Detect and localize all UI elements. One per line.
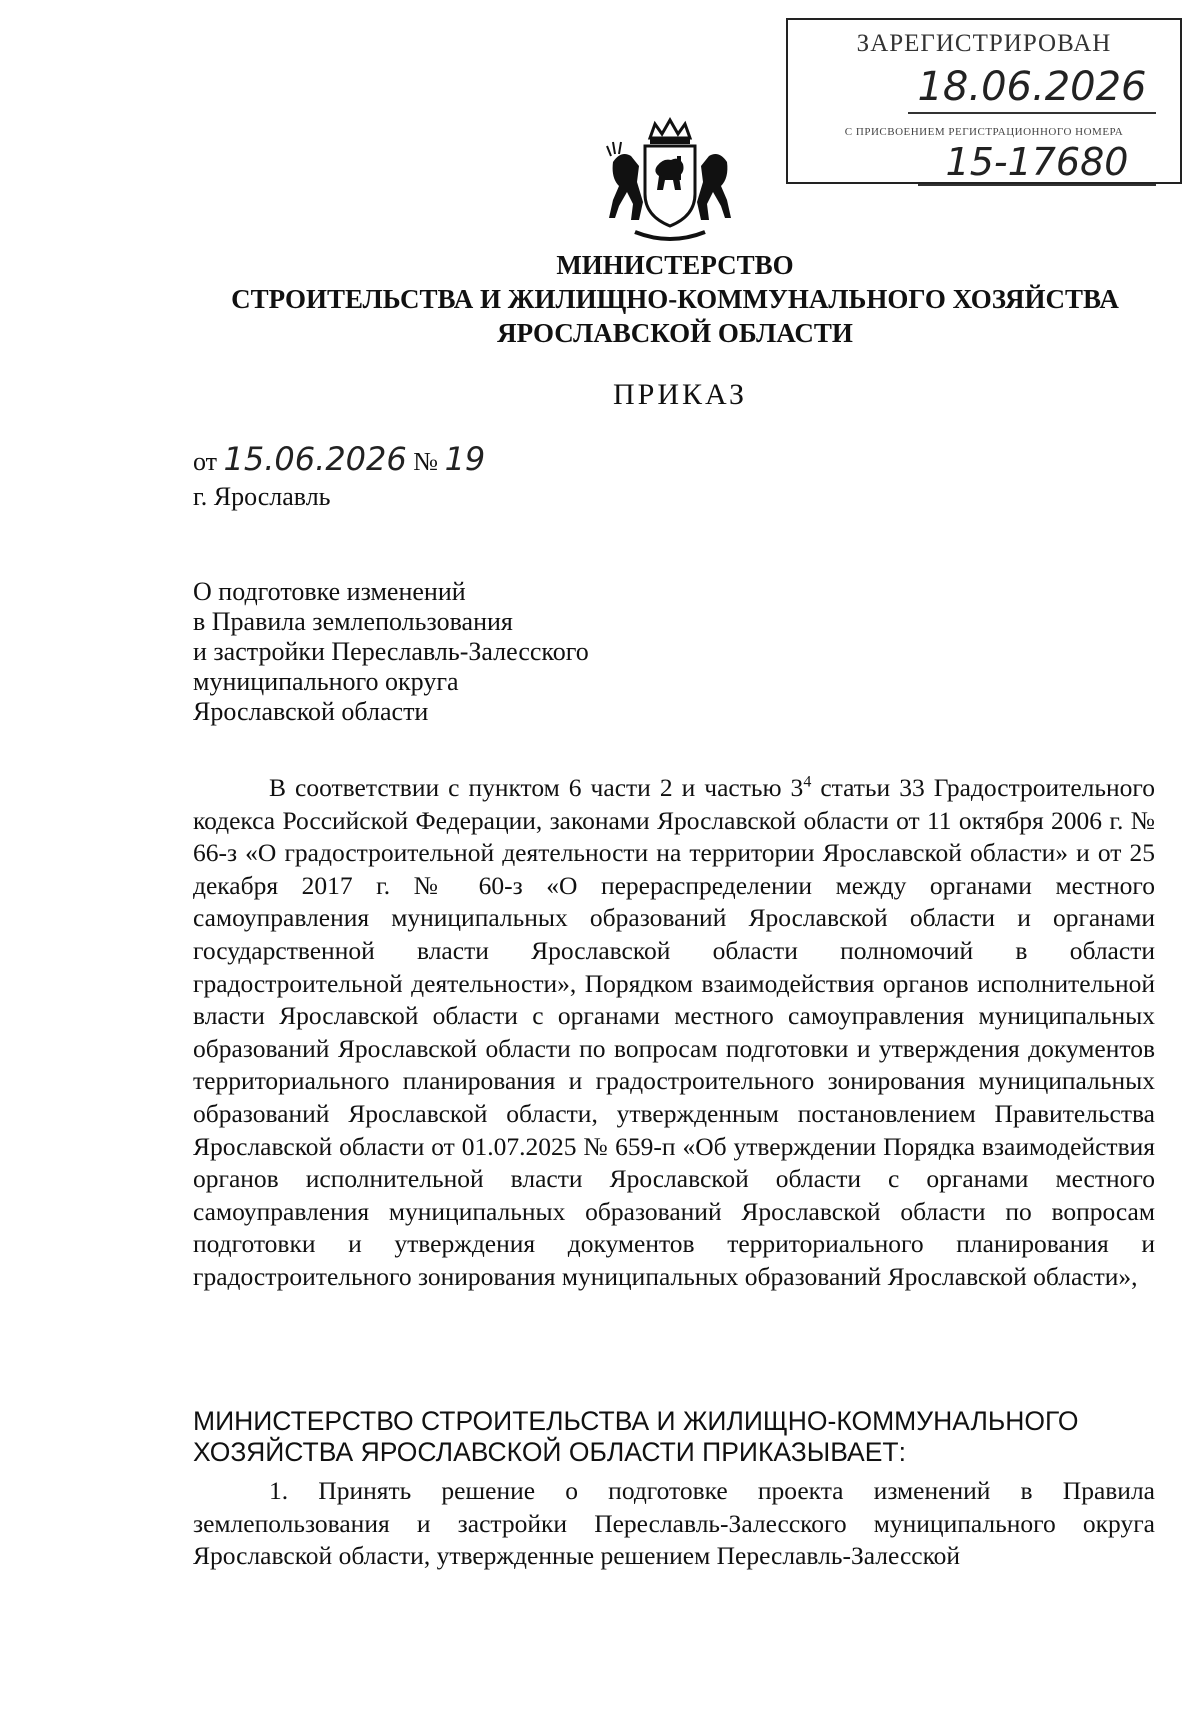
stamp-registration-number: 15-17680 [918, 140, 1156, 186]
subject-line: в Правила землепользования [193, 607, 513, 636]
order-subject [193, 577, 589, 727]
preamble-part1: В соответствии с пунктом 6 части 2 и частью 3 [269, 773, 804, 802]
order-from-label: от [193, 447, 218, 476]
registration-stamp [786, 18, 1182, 184]
preamble-paragraph [193, 772, 1155, 1294]
order-title: ПРИКАЗ [613, 378, 747, 411]
stamp-registered-label: ЗАРЕГИСТРИРОВАН [856, 30, 1112, 57]
stamp-assignment-caption: С ПРИСВОЕНИЕМ РЕГИСТРАЦИОННОГО НОМЕРА [844, 126, 1124, 138]
ministry-orders-statement: МИНИСТЕРСТВО СТРОИТЕЛЬСТВА И ЖИЛИЩНО-КОММУНАЛЬНОГО ХОЗЯЙСТВА ЯРОСЛАВСКОЙ ОБЛАСТИ ПРИКАЗЫВАЕТ: [193, 1406, 1079, 1467]
order-number: 19 [444, 440, 486, 478]
ministry-header-line3: ЯРОСЛАВСКОЙ ОБЛАСТИ [497, 318, 853, 348]
order-number-label: № [413, 447, 439, 476]
order-item-1: 1. Принять решение о подготовке проекта изменений в Правила землепользования и застройки Переславль-Залесского муниципального округа Ярославской области, утвержденные решением Переславль-Залесской [193, 1476, 1155, 1571]
ministry-header-line2: СТРОИТЕЛЬСТВА И ЖИЛИЩНО-КОММУНАЛЬНОГО ХОЗЯЙСТВА [231, 284, 1119, 314]
subject-line: О подготовке изменений [193, 577, 466, 606]
ministry-header-line1: МИНИСТЕРСТВО [556, 250, 794, 280]
order-date: 15.06.2026 [223, 440, 407, 478]
coat-of-arms-icon [605, 116, 735, 248]
stamp-registered-date: 18.06.2026 [908, 62, 1156, 114]
subject-line: и застройки Переславль-Залесского [193, 637, 589, 666]
order-city: г. Ярославль [193, 482, 331, 511]
preamble-superscript: 4 [803, 773, 812, 791]
preamble-part2: статьи 33 Градостроительного кодекса Российской Федерации, законами Ярославской области от 11 октября 2006 г. № 66-з «О градостроительной деятельности на территории Ярославской области» и от 25 декабря 2017 г. № 60-з «О перераспределении между органами местного самоуправления муниципальных образований Ярославской области и органами государственной власти Ярославской области полномочий в области градостроительной деятельности», Порядком взаимодействия органов исполнительной власти Ярославской области с органами местного самоуправления муниципальных образований Ярославской области по вопросам подготовки и утверждения документов территориального планирования и градостроительного зонирования муниципальных образований Ярославской области, утвержденным постановлением Правительства Ярославской области от 01.07.2025 № 659-п «Об утверждении Порядка взаимодействия органов исполнительной власти Ярославской области с органами местного самоуправления муниципальных образований Ярославской области по вопросам подготовки и утверждения документов территориального планирования и градостроительного зонирования муниципальных образований Ярославской области», [193, 773, 1155, 1291]
order-date-number [193, 440, 485, 478]
subject-line: муниципального округа [193, 667, 459, 696]
subject-line: Ярославской области [193, 697, 429, 726]
